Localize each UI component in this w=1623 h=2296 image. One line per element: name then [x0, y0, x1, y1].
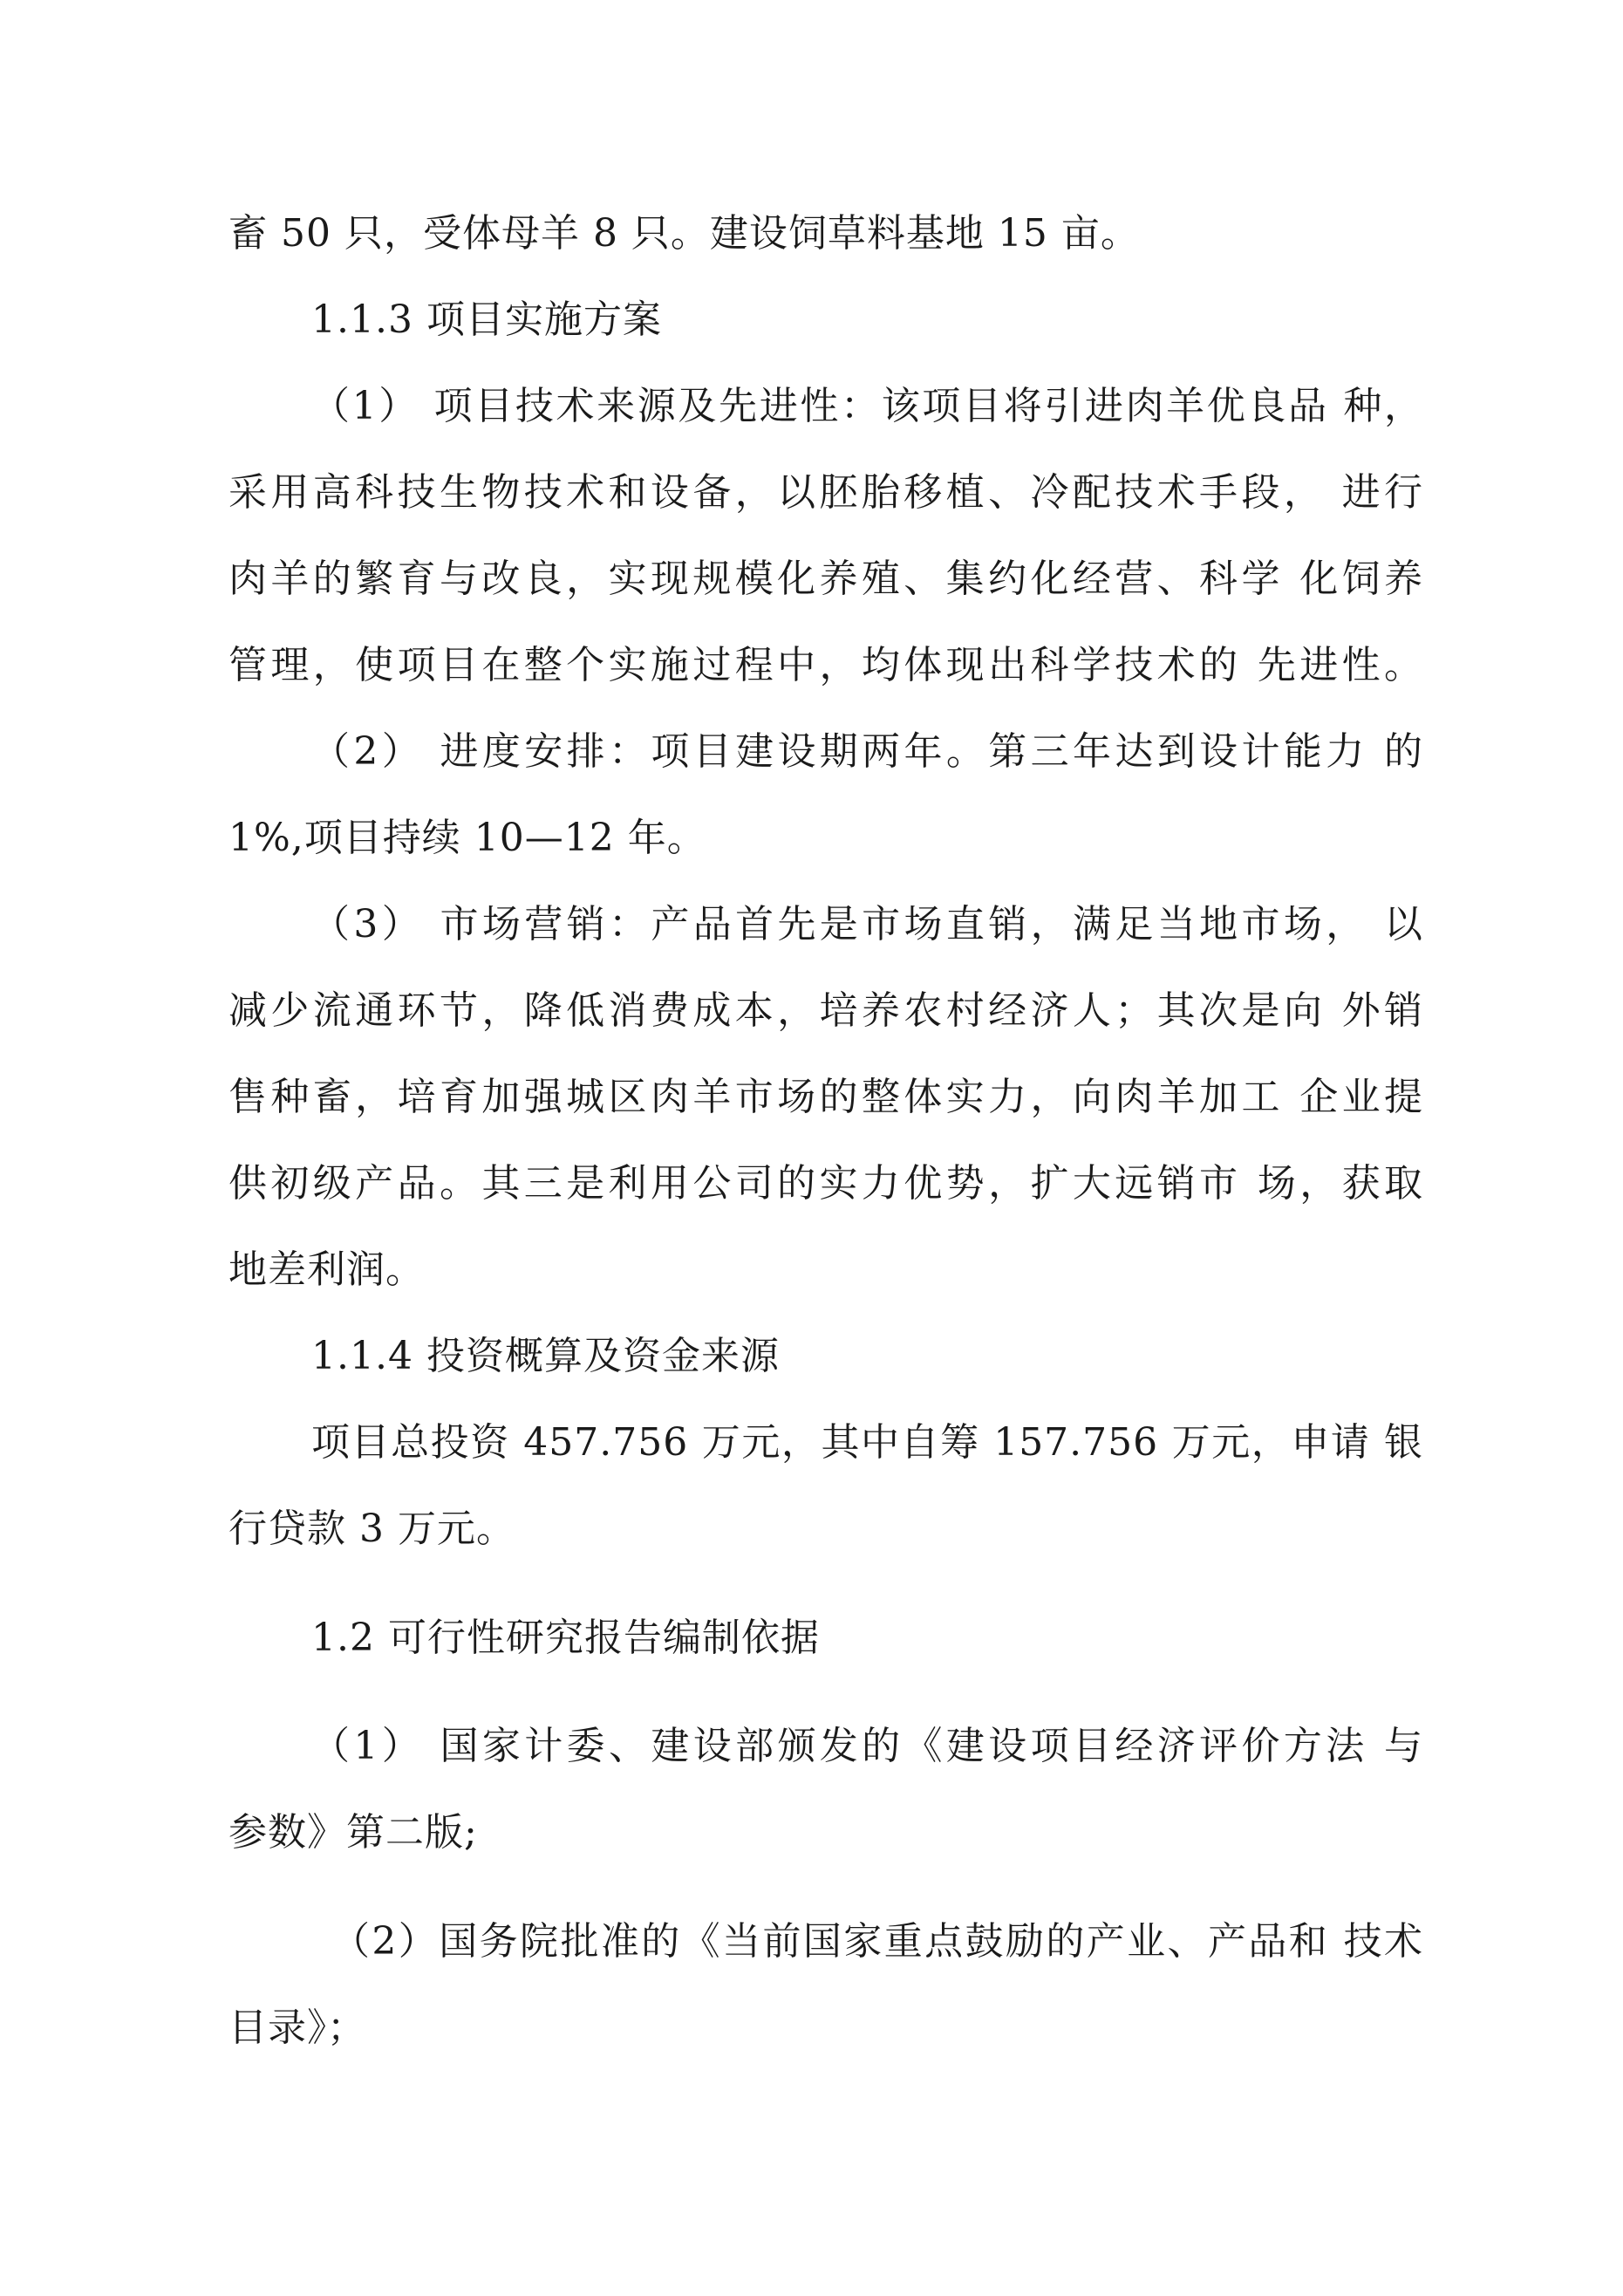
- paragraph-line: 供初级产品。其三是利用公司的实力优势，扩大远销市 场，获取: [228, 1161, 1423, 1206]
- paragraph-line: 售种畜，培育加强城区肉羊市场的整体实力，向肉羊加工 企业提: [228, 1075, 1423, 1119]
- paragraph-line: 管理，使项目在整个实施过程中，均体现出科学技术的 先进性。: [228, 643, 1423, 687]
- paragraph-line: 行贷款 3 万元。: [228, 1507, 515, 1551]
- paragraph-line: 减少流通环节，降低消费成本，培养农村经济人；其次是向 外销: [228, 988, 1423, 1033]
- paragraph-line: 目录》；: [228, 2006, 366, 2050]
- paragraph-line: 参数》第二版;: [228, 1810, 478, 1855]
- paragraph-line: 采用高科技生物技术和设备，以胚胎移植、冷配技术手段， 进行: [228, 470, 1423, 515]
- section-heading-1-1-4: 1.1.4 投资概算及资金来源: [311, 1334, 780, 1378]
- paragraph-line: 地差利润。: [228, 1247, 425, 1292]
- paragraph-line: 1%,项目持续 10—12 年。: [228, 816, 706, 860]
- paragraph-line: （3） 市场营销：产品首先是市场直销，满足当地市场， 以: [311, 902, 1423, 946]
- paragraph-line: （1） 国家计委、建设部颁发的《建设项目经济评价方法 与: [311, 1724, 1423, 1768]
- paragraph-line: 肉羊的繁育与改良，实现规模化养殖、集约化经营、科学 化饲养: [228, 557, 1423, 601]
- paragraph-line: （2）国务院批准的《当前国家重点鼓励的产业、产品和 技术: [331, 1919, 1423, 1964]
- paragraph-line: （1） 项目技术来源及先进性：该项目将引进肉羊优良品 种，: [311, 384, 1423, 428]
- paragraph-line: 畜 50 只，受体母羊 8 只。建设饲草料基地 15 亩。: [228, 211, 1140, 256]
- paragraph-line: （2） 进度安排：项目建设期两年。第三年达到设计能力 的: [311, 729, 1423, 774]
- section-heading-1-2: 1.2 可行性研究报告编制依据: [311, 1616, 820, 1660]
- paragraph-line: 项目总投资 457.756 万元，其中自筹 157.756 万元，申请 银: [311, 1420, 1423, 1465]
- section-heading-1-1-3: 1.1.3 项目实施方案: [311, 297, 662, 342]
